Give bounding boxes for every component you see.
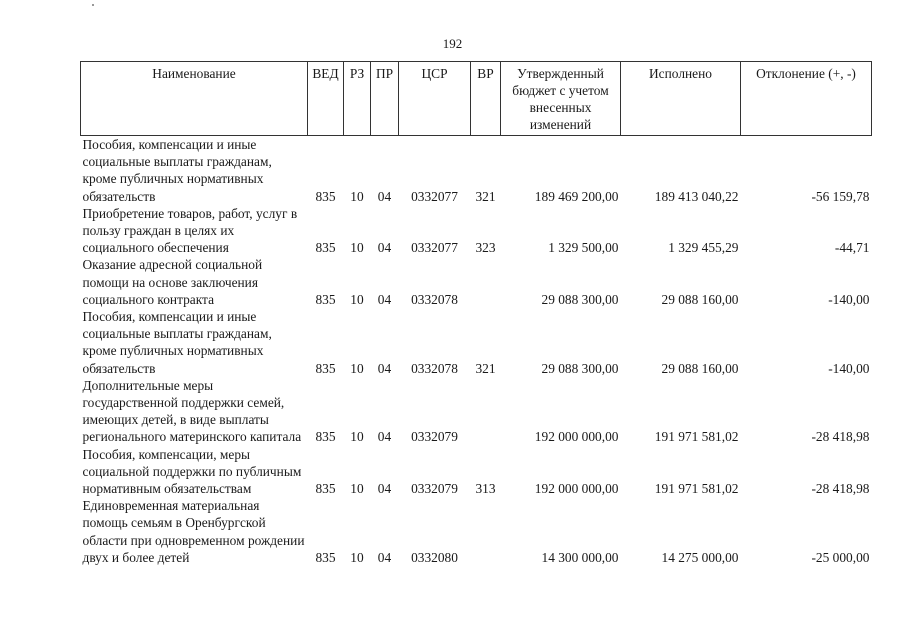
cell-deviation: -140,00 — [828, 291, 870, 307]
cell-deviation: -28 418,98 — [811, 429, 870, 445]
cell-deviation: -56 159,78 — [811, 188, 870, 204]
cell-name: Пособия, компенсации и иные социальные выплаты гражданам, кроме публичных нормативных обязательств — [82, 137, 272, 204]
budget-table — [80, 61, 872, 566]
cell-csr: 0332079 — [411, 481, 458, 497]
cell-ved: 835 — [315, 291, 336, 307]
cell-name: Единовременная материальная помощь семьям в Оренбургской области при одновременном рождении двух и более детей — [82, 498, 305, 565]
cell-csr: 0332077 — [411, 188, 458, 204]
cell-approved: 189 469 200,00 — [534, 188, 619, 204]
cell-rz: 10 — [350, 549, 364, 565]
cell-csr: 0332077 — [411, 240, 458, 256]
cell-ved: 835 — [315, 481, 336, 497]
header-executed: Исполнено — [621, 62, 741, 136]
cell-rz: 10 — [350, 429, 364, 445]
cell-csr: 0332079 — [411, 429, 458, 445]
cell-rz: 10 — [350, 188, 364, 204]
cell-ved: 835 — [315, 549, 336, 565]
cell-pr: 04 — [377, 481, 392, 497]
cell-csr: 0332080 — [411, 549, 458, 565]
cell-executed: 14 275 000,00 — [661, 549, 739, 565]
table-row — [81, 256, 872, 308]
cell-name: Пособия, компенсации, меры социальной поддержки по публичным нормативным обязательствам — [82, 446, 302, 497]
cell-executed: 1 329 455,29 — [668, 240, 739, 256]
cell-rz: 10 — [350, 240, 364, 256]
cell-name: Оказание адресной социальной помощи на основе заключения социального контракта — [82, 257, 263, 307]
cell-deviation: -28 418,98 — [811, 481, 870, 497]
page-number: 192 — [442, 36, 463, 51]
header-deviation: Отклонение (+, -) — [741, 62, 872, 136]
cell-name: Приобретение товаров, работ, услуг в пользу граждан в целях их социального обеспечения — [82, 205, 298, 256]
table-row — [81, 446, 872, 498]
cell-pr: 04 — [377, 291, 392, 307]
cell-approved: 29 088 300,00 — [541, 360, 619, 376]
cell-vr — [471, 377, 501, 446]
cell-rz: 10 — [350, 481, 364, 497]
cell-vr: 323 — [475, 240, 496, 256]
header-name: Наименование — [81, 62, 308, 136]
cell-deviation: -44,71 — [834, 240, 870, 256]
table-header-row — [81, 62, 872, 136]
cell-vr: 313 — [475, 481, 496, 497]
cell-pr: 04 — [377, 549, 392, 565]
cell-deviation: -140,00 — [828, 360, 870, 376]
cell-executed: 29 088 160,00 — [661, 360, 739, 376]
cell-approved: 192 000 000,00 — [534, 429, 619, 445]
header-pr: ПР — [371, 62, 399, 136]
cell-approved: 1 329 500,00 — [548, 240, 619, 256]
cell-vr: 321 — [475, 360, 496, 376]
cell-pr: 04 — [377, 188, 392, 204]
header-vr: ВР — [471, 62, 501, 136]
header-approved: Утвержденный бюджет с учетом внесенных изменений — [501, 62, 621, 136]
cell-deviation: -25 000,00 — [811, 549, 870, 565]
table-row — [81, 497, 872, 566]
table-row — [81, 377, 872, 446]
cell-executed: 29 088 160,00 — [661, 291, 739, 307]
cell-csr: 0332078 — [411, 360, 458, 376]
cell-name: Пособия, компенсации и иные социальные выплаты гражданам, кроме публичных нормативных обязательств — [82, 309, 272, 376]
scan-speck — [92, 4, 94, 6]
cell-pr: 04 — [377, 240, 392, 256]
table-row — [81, 136, 872, 205]
table-row — [81, 205, 872, 257]
cell-executed: 191 971 581,02 — [654, 429, 739, 445]
header-rz: РЗ — [344, 62, 371, 136]
cell-executed: 191 971 581,02 — [654, 481, 739, 497]
cell-vr: 321 — [475, 188, 496, 204]
table-row — [81, 308, 872, 377]
cell-ved: 835 — [315, 188, 336, 204]
header-csr: ЦСР — [399, 62, 471, 136]
cell-rz: 10 — [350, 291, 364, 307]
cell-executed: 189 413 040,22 — [654, 188, 739, 204]
cell-ved: 835 — [315, 429, 336, 445]
header-ved: ВЕД — [308, 62, 344, 136]
cell-csr: 0332078 — [411, 291, 458, 307]
cell-vr — [471, 256, 501, 308]
cell-pr: 04 — [377, 360, 392, 376]
cell-ved: 835 — [315, 360, 336, 376]
cell-approved: 14 300 000,00 — [541, 549, 619, 565]
cell-approved: 29 088 300,00 — [541, 291, 619, 307]
cell-name: Дополнительные меры государственной поддержки семей, имеющих детей, в виде выплаты регионального материнского капитала — [82, 377, 302, 445]
cell-approved: 192 000 000,00 — [534, 481, 619, 497]
cell-vr — [471, 497, 501, 566]
cell-ved: 835 — [315, 240, 336, 256]
cell-pr: 04 — [377, 429, 392, 445]
cell-rz: 10 — [350, 360, 364, 376]
